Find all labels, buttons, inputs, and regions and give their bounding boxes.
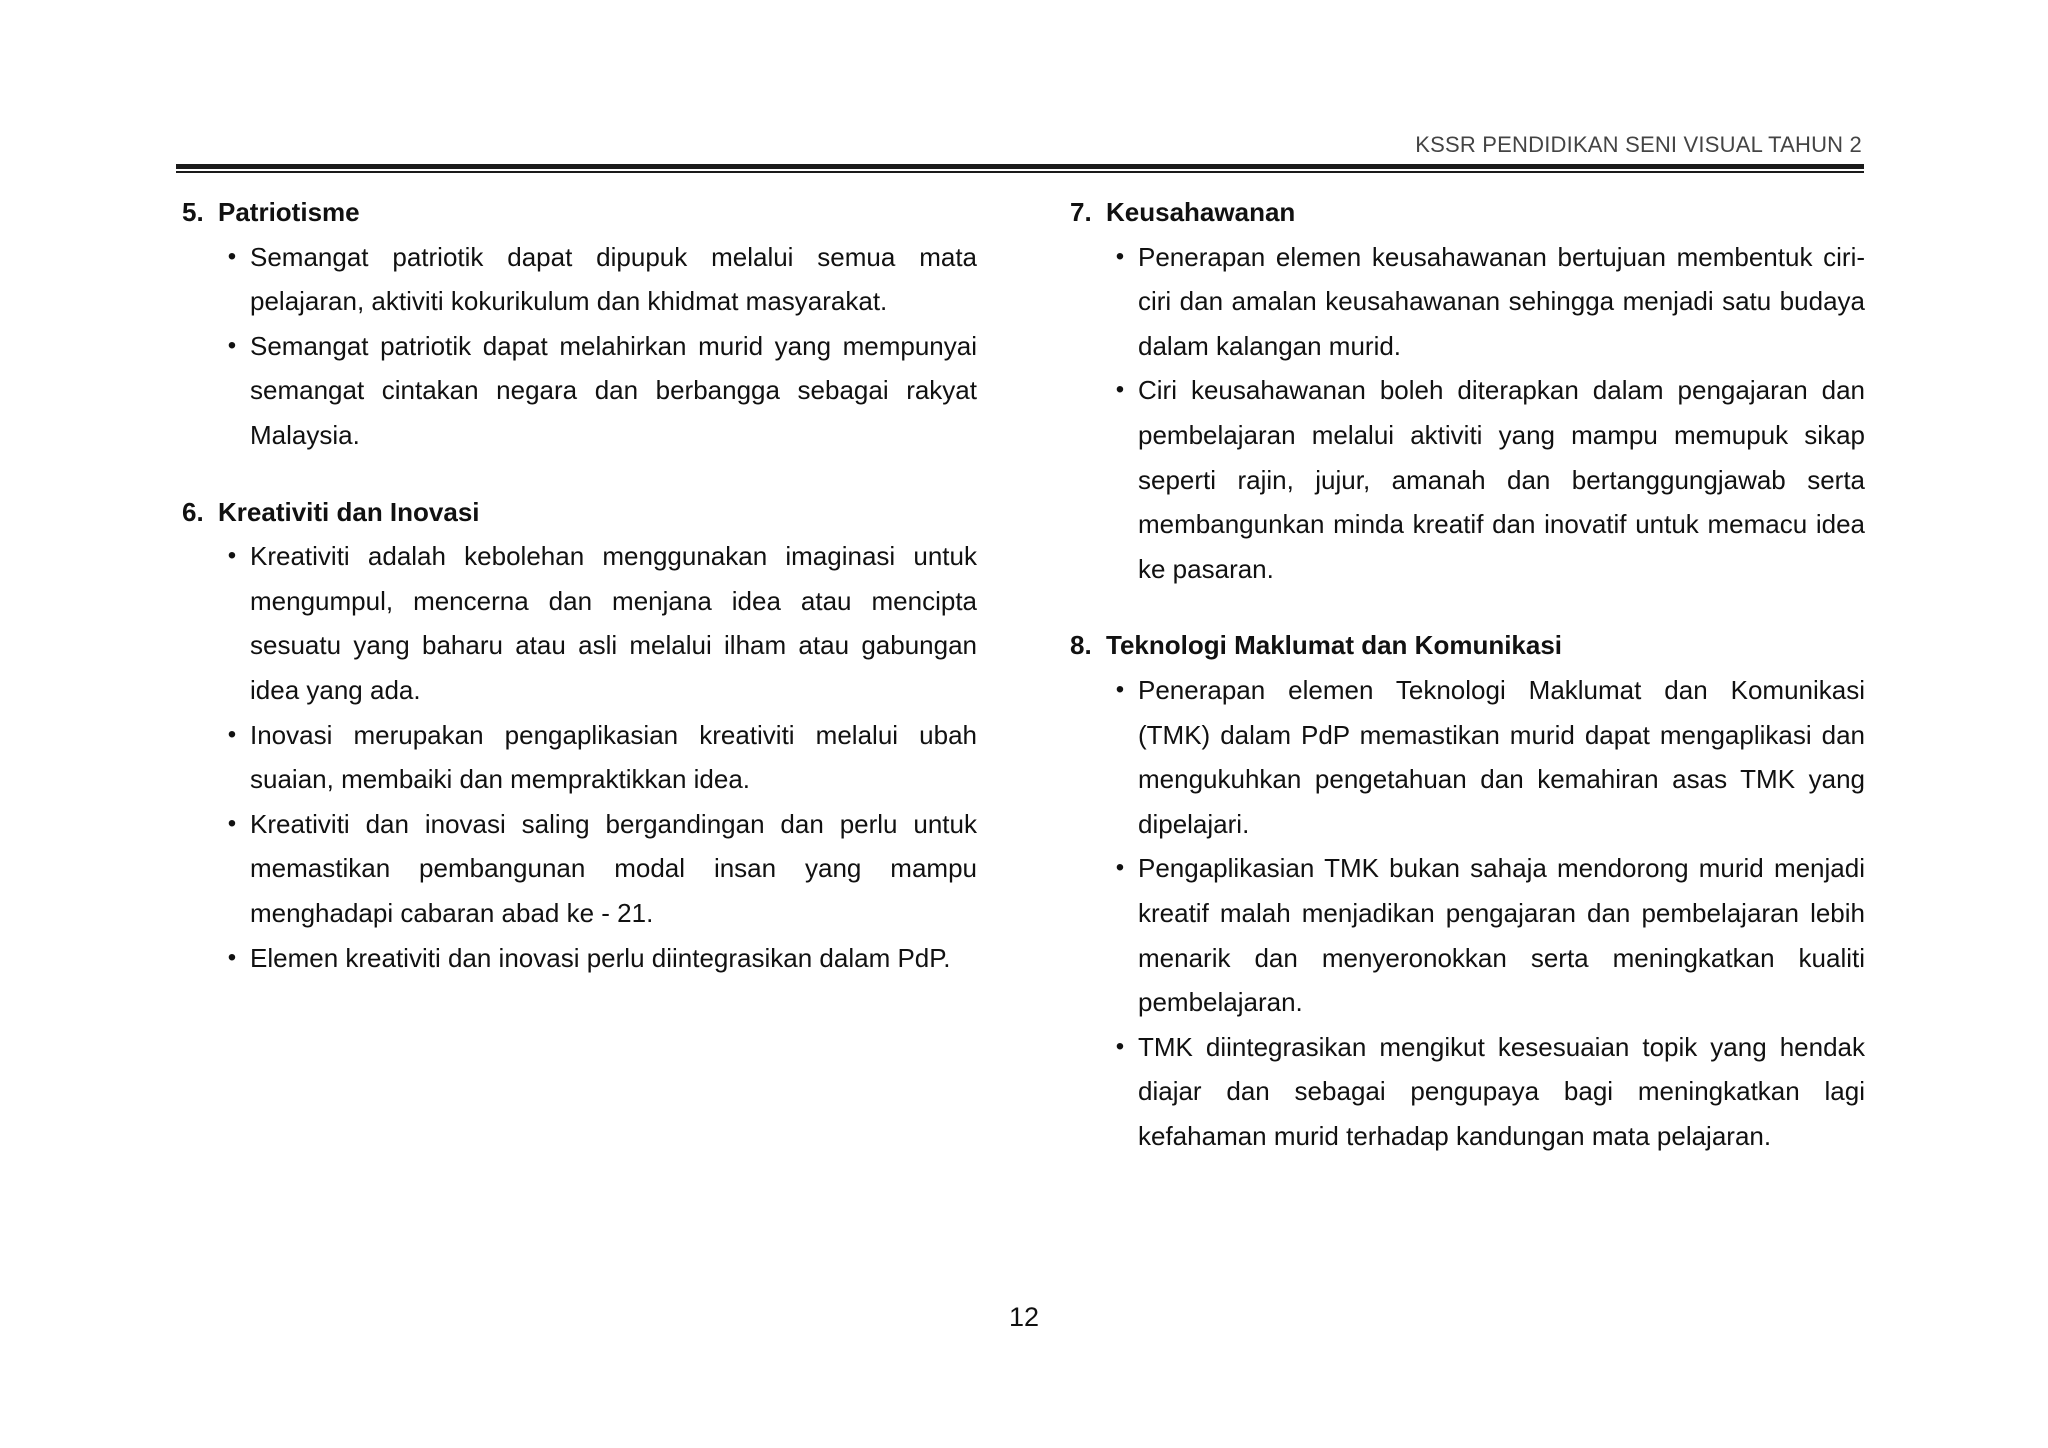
section-number: 6. [182,496,204,527]
section-title: Keusahawanan [1106,197,1296,227]
header-rule-thin [176,171,1864,173]
bullet-text: Pengaplikasian TMK bukan sahaja mendorong murid menjadi kreatif malah menjadikan pengajaran dan pembelajaran lebih menarik dan menyeronokkan serta meningkatkan kualiti pembelajaran. [1138,853,1865,1018]
bullet-text: Semangat patriotik dapat melahirkan murid yang mempunyai semangat cintakan negara dan berbangga sebagai rakyat Malaysia. [250,330,977,450]
right-column [1070,190,1865,1190]
bullet-item [182,713,977,802]
bullet-item [1070,235,1865,369]
bullet-icon: • [227,720,237,748]
bullet-text: Elemen kreativiti dan inovasi perlu diintegrasikan dalam PdP. [250,942,951,973]
bullet-text: TMK diintegrasikan mengikut kesesuaian topik yang hendak diajar dan sebagai pengupaya bagi meningkatkan lagi kefahaman murid terhadap kandungan mata pelajaran. [1138,1031,1865,1151]
bullet-icon: • [227,809,237,837]
header-rule-thick [176,164,1864,169]
bullet-list [1070,235,1865,592]
section-heading [182,490,977,535]
bullet-item [1070,1025,1865,1159]
bullet-icon: • [227,943,237,971]
bullet-item [182,936,977,981]
bullet-text: Penerapan elemen Teknologi Maklumat dan Komunikasi (TMK) dalam PdP memastikan murid dapat mengaplikasi dan mengukuhkan pengetahuan dan kemahiran asas TMK yang dipelajari. [1138,674,1865,839]
section-heading [1070,190,1865,235]
bullet-text: Ciri keusahawanan boleh diterapkan dalam pengajaran dan pembelajaran melalui aktiviti yang mampu memupuk sikap seperti rajin, jujur, amanah dan bertanggungjawab serta membangunkan minda kreatif dan inovatif untuk memacu idea ke pasaran. [1138,375,1865,584]
bullet-item [1070,668,1865,846]
section-number: 7. [1070,197,1092,227]
bullet-item [182,802,977,936]
bullet-text: Kreativiti adalah kebolehan menggunakan imaginasi untuk mengumpul, mencerna dan menjana idea atau mencipta sesuatu yang baharu atau asli melalui ilham atau gabungan idea yang ada. [250,541,977,705]
bullet-item [182,235,977,324]
section-heading [1070,623,1865,668]
section-title: Kreativiti dan Inovasi [218,496,480,527]
bullet-item [1070,846,1865,1024]
left-column [182,190,977,1012]
bullet-icon: • [1115,242,1125,270]
section-title: Teknologi Maklumat dan Komunikasi [1106,630,1563,661]
bullet-list [182,235,977,458]
section-kreativiti-inovasi [182,490,977,981]
bullet-list [182,534,977,980]
section-title: Patriotisme [218,197,360,227]
bullet-icon: • [227,331,237,359]
bullet-item [1070,368,1865,591]
bullet-icon: • [1115,376,1125,404]
section-number: 5. [182,197,204,227]
bullet-item [182,324,977,458]
section-keusahawanan [1070,190,1865,591]
bullet-text: Penerapan elemen keusahawanan bertujuan membentuk ciri-ciri dan amalan keusahawanan sehingga menjadi satu budaya dalam kalangan murid. [1138,241,1865,361]
bullet-icon: • [227,542,237,570]
bullet-icon: • [1115,854,1125,882]
bullet-text: Semangat patriotik dapat dipupuk melalui semua mata pelajaran, aktiviti kokurikulum dan khidmat masyarakat. [250,241,977,317]
section-patriotisme [182,190,977,458]
bullet-icon: • [227,242,237,270]
page-number: 12 [1008,1302,1040,1332]
document-title: KSSR PENDIDIKAN SENI VISUAL TAHUN 2 [1415,132,1862,157]
bullet-list [1070,668,1865,1159]
bullet-text: Inovasi merupakan pengaplikasian kreativiti melalui ubah suaian, membaiki dan mempraktikkan idea. [250,719,977,795]
page-header [0,0,2048,180]
section-number: 8. [1070,630,1092,661]
section-heading [182,190,977,235]
bullet-icon: • [1115,675,1125,703]
bullet-icon: • [1115,1032,1125,1060]
bullet-text: Kreativiti dan inovasi saling bergandingan dan perlu untuk memastikan pembangunan modal insan yang mampu menghadapi cabaran abad ke - 21. [250,808,977,928]
bullet-item [182,534,977,712]
section-tmk [1070,623,1865,1158]
